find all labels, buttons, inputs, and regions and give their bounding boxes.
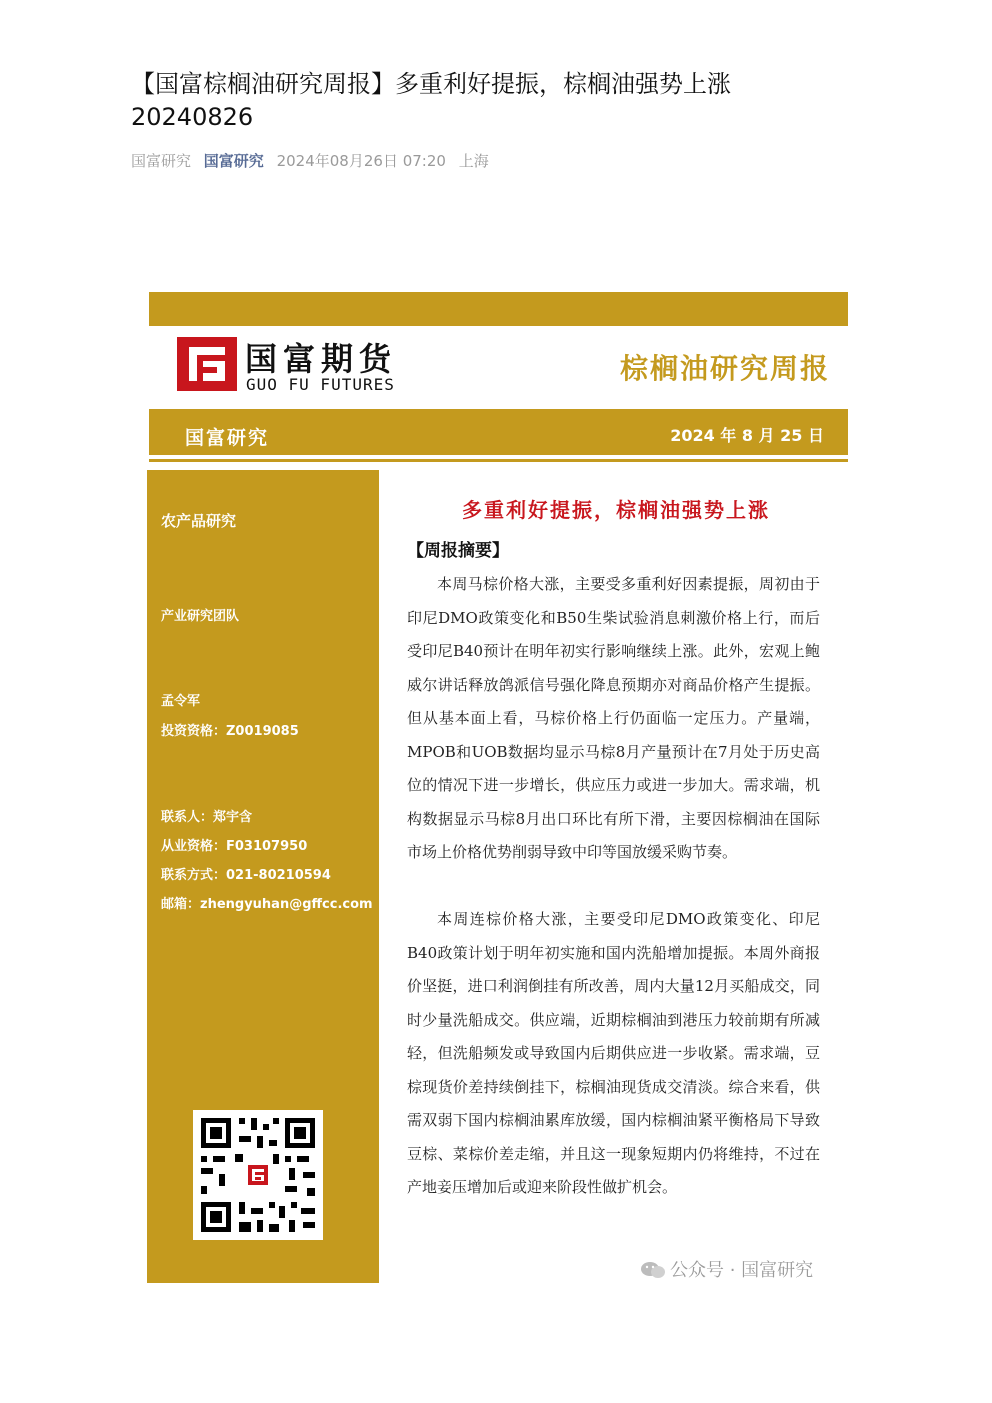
meta-source: 国富研究 (131, 152, 192, 170)
sidebar-analyst-cert: 投资资格：Z0019085 (161, 724, 299, 739)
meta-location: 上海 (458, 152, 489, 170)
divider-line (149, 459, 848, 462)
guofu-logo-icon (177, 337, 237, 391)
info-band (149, 409, 848, 455)
sidebar-contact-email: 邮箱：zhengyuhan@gffcc.com (161, 897, 373, 912)
sidebar-contact-phone: 联系方式：021-80210594 (161, 868, 331, 883)
report-org: 国富研究 (185, 427, 270, 449)
report-image (147, 292, 848, 1284)
report-sidebar (147, 470, 379, 1283)
report-headline: 多重利好提振，棕榈油强势上涨 (462, 498, 770, 522)
meta-account-link[interactable]: 国富研究 (203, 152, 264, 170)
report-date: 2024 年 8 月 25 日 (670, 426, 824, 445)
wechat-account-watermark (640, 1256, 813, 1282)
article-title: 【国富棕榈油研究周报】多重利好提振，棕榈油强势上涨 20240826 (131, 70, 731, 131)
logo-chinese-name: 国富期货 (245, 340, 398, 378)
abstract-paragraph-2: 本周连棕价格大涨，主要受印尼DMO政策变化、印尼B40政策计划于明年初实施和国内洗船增加提振。本周外商报价坚挺，进口利润倒挂有所改善，周内大量12月买船成交，同时少量洗船成交。供应端，近期棕榈油到港压力较前期有所减轻，但洗船频发或导致国内后期供应进一步收紧。需求端，豆棕现货价差持续倒挂下，棕榈油现货成交清淡。综合来看，供需双弱下国内棕榈油累库放缓，国内棕榈油紧平衡格局下导致豆棕、菜棕价差走缩，并且这一现象短期内仍将维持，不过在产地妾压增加后或迎来阶段性做扩机会。 (407, 910, 820, 1196)
sidebar-contact-name: 联系人：郑宇含 (161, 810, 253, 825)
meta-datetime: 2024年08月26日 07:20 (276, 152, 446, 170)
sidebar-team: 产业研究团队 (161, 609, 240, 624)
top-gold-band (149, 292, 848, 326)
sidebar-contact-cert: 从业资格：F03107950 (161, 839, 308, 854)
sidebar-analyst: 孟令军 (161, 694, 201, 709)
report-type-title: 棕榈油研究周报 (619, 352, 830, 385)
abstract-paragraph-1: 本周马棕价格大涨，主要受多重利好因素提振，周初由于印尼DMO政策变化和B50生柴试验消息刺激价格上行，而后受印尼B40预计在明年初实行影响继续上涨。此外，宏观上鲍威尔讲话释放鸽派信号强化降息预期亦对商品价格产生提振。但从基本面上看，马棕价格上行仍面临一定压力。产量端，MPOB和UOB数据均显示马棕8月产量预计在7月处于历史高位的情况下进一步增长，供应压力或进一步加大。需求端，机构数据显示马棕8月出口环比有所下滑，主要因棕榈油在国际市场上价格优势削弱导致中印等国放缓采购节奏。 (407, 575, 820, 861)
logo-english-name: GUO FU FUTURES (246, 375, 395, 394)
footer-label: 公众号 · 国富研究 (670, 1260, 814, 1281)
article-meta (131, 150, 497, 171)
sidebar-department: 农产品研究 (161, 512, 237, 530)
wechat-icon (640, 1261, 666, 1279)
abstract-label: 【周报摘要】 (407, 541, 509, 561)
qr-code-icon (193, 1110, 323, 1240)
